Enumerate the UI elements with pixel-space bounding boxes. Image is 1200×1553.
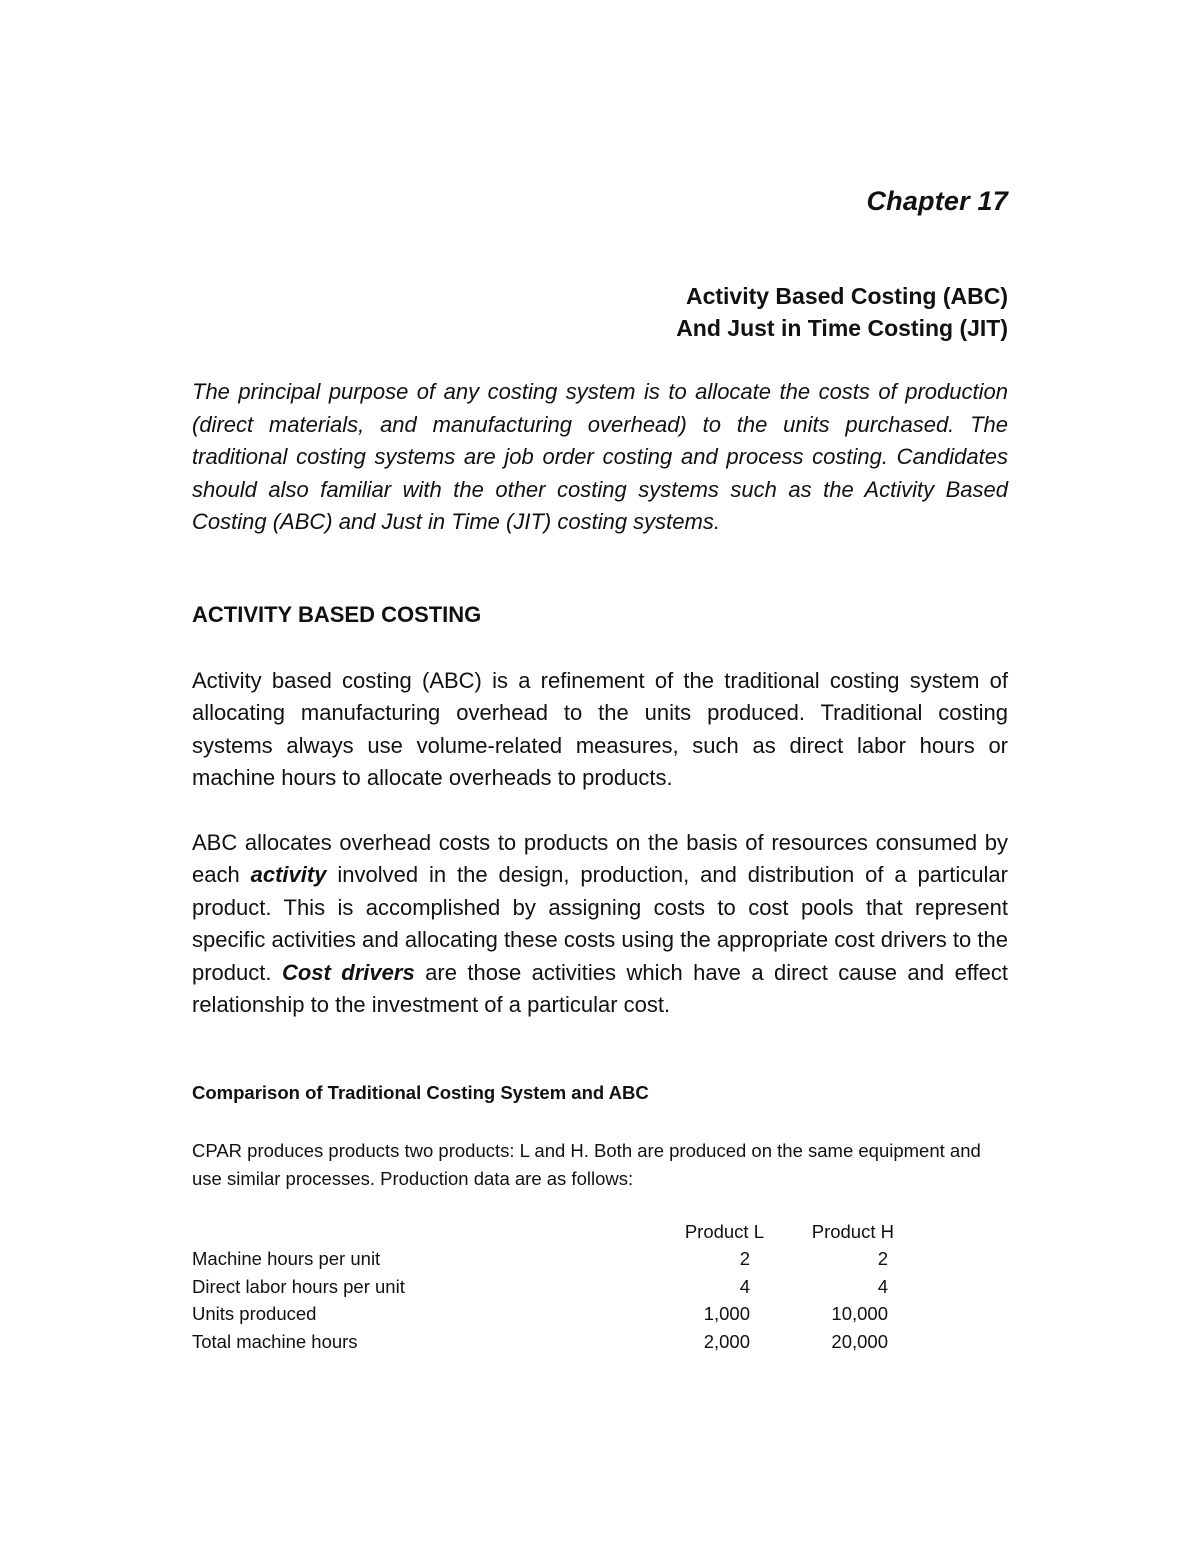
- paragraph-abc-definition: Activity based costing (ABC) is a refinement of the traditional costing system of allocating manufacturing overhead to the units produced. Traditional costing systems always use volume-related measures, such as direct labor hours or machine hours to allocate overheads to products.: [192, 668, 1008, 791]
- table-row: [192, 1328, 894, 1356]
- table-row: [192, 1273, 894, 1301]
- emphasis-activity: activity: [250, 862, 327, 888]
- header-product-l: Product L: [684, 1220, 764, 1242]
- subheading-comparison: Comparison of Traditional Costing System and ABC: [192, 1082, 649, 1103]
- value-product-h: 4: [877, 1275, 888, 1297]
- paragraph-abc-allocation: [192, 827, 1008, 1021]
- intro-paragraph: The principal purpose of any costing system is to allocate the costs of production (direct materials, and manufacturing overhead) to the units purchased. The traditional costing systems are job order costing and process costing. Candidates should also familiar with the other costing systems such as the Activity Based Costing (ABC) and Just in Time (JIT) costing systems.: [192, 379, 1008, 534]
- emphasis-cost-drivers: Cost drivers: [281, 959, 415, 985]
- chapter-label: Chapter 17: [866, 186, 1008, 216]
- row-label: Units produced: [192, 1303, 317, 1325]
- chapter-titles: [676, 280, 1008, 344]
- row-label: Total machine hours: [192, 1330, 358, 1352]
- table-row: [192, 1301, 894, 1329]
- section-heading: ACTIVITY BASED COSTING: [192, 602, 482, 627]
- value-product-l: 4: [739, 1275, 750, 1297]
- title-line-1: Activity Based Costing (ABC): [685, 283, 1008, 309]
- value-product-l: 2,000: [703, 1330, 750, 1352]
- value-product-h: 20,000: [831, 1330, 888, 1352]
- value-product-l: 2: [739, 1248, 750, 1270]
- table-row: [192, 1246, 894, 1274]
- header-product-h: Product H: [811, 1220, 894, 1242]
- row-label: Direct labor hours per unit: [192, 1275, 405, 1297]
- value-product-l: 1,000: [703, 1303, 750, 1325]
- paragraph-text: ABC allocates overhead costs to products on the basis of resources consumed by each: [192, 830, 1008, 888]
- paragraph-text: are those activities which have a direct cause and effect relationship to the investment of a particular cost.: [192, 959, 1009, 1018]
- row-label: Machine hours per unit: [192, 1248, 381, 1270]
- value-product-h: 10,000: [831, 1303, 888, 1325]
- production-data-table: [192, 1218, 894, 1356]
- paragraph-text: involved in the design, production, and distribution of a particular product. This is accomplished by assigning costs to cost pools that represent specific activities and allocating these costs using the appropriate cost drivers to the product.: [192, 862, 1008, 985]
- title-line-2: And Just in Time Costing (JIT): [676, 315, 1008, 341]
- value-product-h: 2: [877, 1248, 888, 1270]
- table-header-row: [192, 1218, 894, 1246]
- paragraph-cpar: CPAR produces products two products: L and H. Both are produced on the same equipment and use similar processes. Production data are as follows:: [192, 1140, 981, 1189]
